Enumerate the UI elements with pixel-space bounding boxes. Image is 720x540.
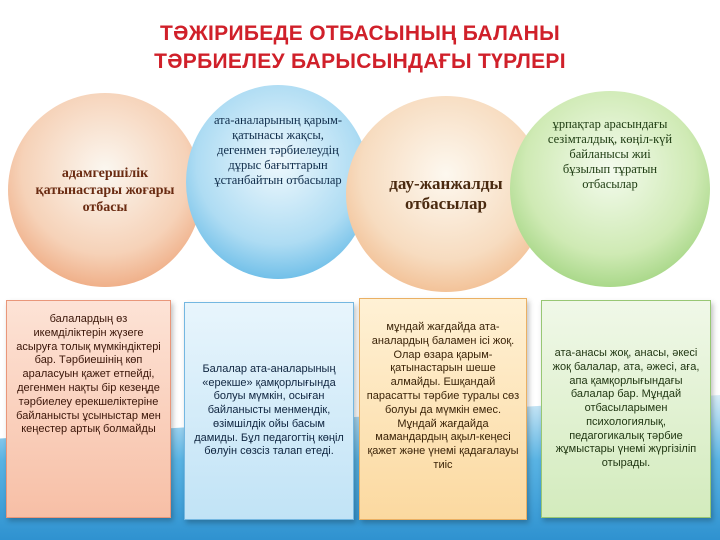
description-box-3 xyxy=(359,298,527,520)
title-line-1: ТӘЖІРИБЕДЕ ОТБАСЫНЫҢ БАЛАНЫ xyxy=(160,22,560,45)
circle-family-type-4 xyxy=(510,91,710,287)
description-box-4 xyxy=(541,300,711,518)
circle-family-type-2 xyxy=(186,85,370,279)
page-title xyxy=(0,20,720,76)
description-box-2 xyxy=(184,302,354,520)
description-text: балалардың өз икемділіктерін жүзеге асыруға толық мүмкіндіктері бар. Тәрбиешінің көп араласуын қажет етпейді, дегенмен нақты бір кезеңде тәрбиелеу ерекшеліктеріне байланысты ұсыныстар мен кеңестер артық болмайды xyxy=(16,313,161,436)
description-text: мұндай жағдайда ата-аналардың баламен ісі жоқ. Олар өзара қарым-қатынастарын шеше алмайды. Ешқандай парасатты тәрбие туралы сөз болуы да мүмкін емес. Мұндай жағдайда мамандардың ақыл-кеңесі қажет және үнемі қадағалауы тиіс xyxy=(366,321,520,471)
description-text: ата-анасы жоқ, анасы, әкесі жоқ балалар, ата, әжесі, аға, апа қамқорлығындағы балалар бар. Мұндай отбасыларымен психологиялық, педагогикалық тәрбие жұмыстары үнемі жүргізіліп отырады. xyxy=(552,346,700,470)
circle-label: ұрпақтар арасындағы сезімталдық, көңіл-күй байланысы жиі бұзылып тұратын отбасылар xyxy=(547,117,673,191)
circle-label: дау-жанжалды отбасылар xyxy=(389,174,503,213)
circle-label: ата-аналарының қарым-қатынасы жақсы, дегенмен тәрбиелеудің дұрыс бағыттарын ұстанбайтын отбасылар xyxy=(213,113,343,187)
description-text: Балалар ата-аналарының «ерекше» қамқорлығында болуы мүмкін, осыған байланысты менмендік, өзімшілдік ойы басым дамиды. Бұл педагогтің көңіл бөлуін сөзсіз талап етеді. xyxy=(194,362,344,458)
circle-family-type-1 xyxy=(8,93,202,287)
title-line-2: ТӘРБИЕЛЕУ БАРЫСЫНДАҒЫ ТҮРЛЕРІ xyxy=(154,50,566,73)
circle-label: адамгершілік қатынастары жоғары отбасы xyxy=(35,165,175,215)
description-box-1 xyxy=(6,300,171,518)
